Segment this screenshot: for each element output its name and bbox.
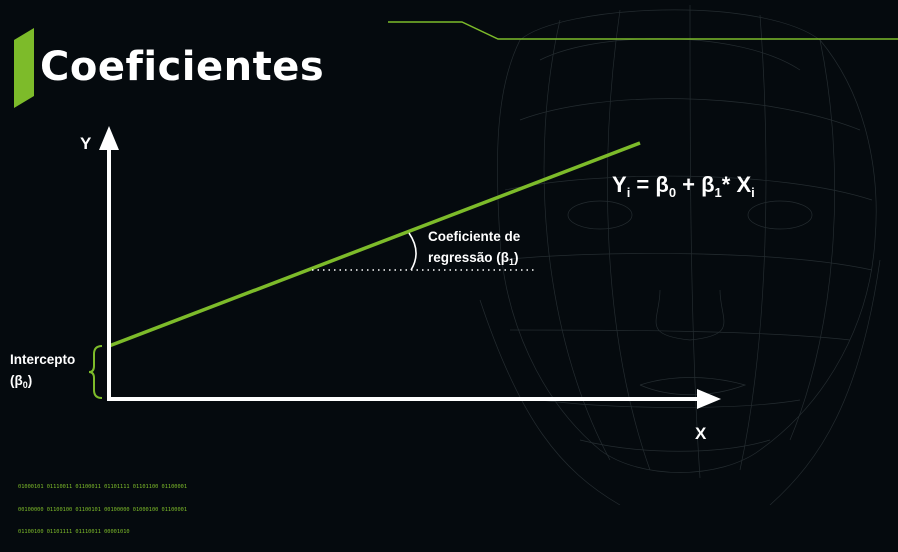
binary-line: 01100100 01101111 01110011 00001010 — [18, 529, 130, 535]
intercept-annotation-text: (β — [10, 373, 23, 388]
intercept-annotation-sub: 0 — [22, 380, 28, 390]
eq-x-sub: i — [751, 185, 755, 200]
eq-plus-beta1: + β — [676, 172, 715, 197]
binary-line: 01000101 01110011 01100011 01101111 01101100 01100001 — [18, 484, 188, 490]
eq-beta0-sub: 0 — [668, 185, 677, 200]
x-axis-arrowhead — [697, 389, 721, 409]
eq-y: Y — [612, 172, 627, 197]
y-axis-arrowhead — [99, 126, 119, 150]
eq-y-sub: i — [626, 185, 631, 200]
slope-annotation-sub: 1 — [509, 257, 515, 267]
intercept-annotation-close: ) — [27, 373, 33, 388]
slope-annotation — [428, 226, 520, 273]
intercept-annotation — [10, 349, 75, 396]
eq-beta1-sub: 1 — [714, 185, 722, 200]
binary-line: 00100000 01100100 01100101 00100000 01000100 01100001 — [18, 506, 188, 513]
binary-code-footer — [18, 469, 187, 552]
slope-annotation-line2 — [428, 247, 520, 273]
eq-equals-beta0: = β — [630, 172, 669, 197]
page-title: Coeficientes — [40, 44, 325, 90]
eq-times-x: * X — [721, 172, 752, 197]
title-accent-bar — [14, 28, 34, 108]
slope-annotation-close: ) — [514, 250, 519, 265]
regression-line — [109, 143, 640, 346]
face-mesh-background — [480, 5, 880, 505]
x-axis-label: X — [695, 424, 707, 443]
y-axis-label: Y — [80, 134, 92, 153]
intercept-annotation-line1: Intercepto — [10, 352, 76, 367]
regression-equation — [612, 172, 755, 200]
header-decoration-line — [388, 22, 898, 39]
intercept-annotation-line2 — [10, 370, 75, 396]
slope-annotation-line1: Coeficiente de — [428, 229, 521, 244]
slope-angle-arc — [409, 233, 416, 270]
intercept-brace — [89, 346, 102, 398]
slope-annotation-text: regressão (β — [428, 250, 510, 265]
